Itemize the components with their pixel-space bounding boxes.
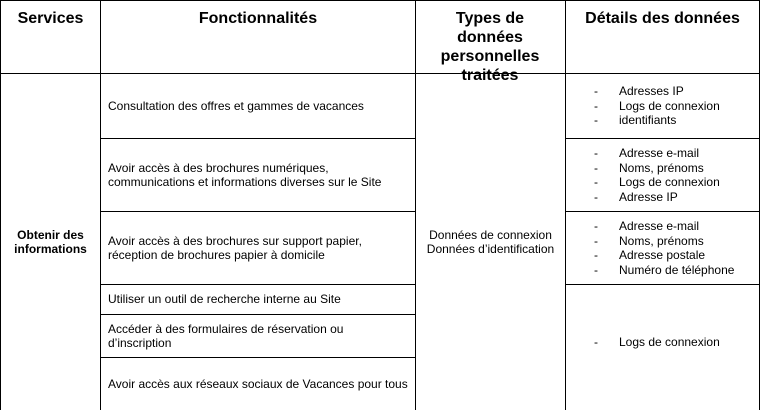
- detail-item: - Adresse e-mail: [594, 219, 700, 233]
- types-cell: [416, 74, 565, 410]
- fonctionnalite-cell: [101, 74, 415, 138]
- header-details: Détails des données: [585, 10, 740, 27]
- detail-item: - identifiants: [594, 113, 677, 128]
- header-fonctionnalites: Fonctionnalités: [198, 10, 318, 27]
- detail-item: - Adresse postale: [594, 248, 706, 262]
- type-label: Données de connexion: [429, 227, 552, 242]
- detail-item: - Adresse IP: [594, 189, 678, 204]
- detail-item: - Adresse e-mail: [594, 146, 700, 160]
- fonctionnalite-label: Accéder à des formulaires de réservation ou d’inscription: [108, 321, 344, 350]
- fonctionnalite-cell: [101, 139, 415, 211]
- fonctionnalite-cell: [101, 212, 415, 284]
- service-label: Obtenir des informations: [14, 227, 87, 256]
- detail-item: - Numéro de téléphone: [594, 262, 735, 277]
- fonctionnalite-label: Utiliser un outil de recherche interne au Site: [108, 292, 341, 307]
- fonctionnalite-cell: [101, 285, 415, 314]
- detail-item: - Adresses IP: [594, 84, 684, 99]
- detail-item: - Noms, prénoms: [594, 233, 704, 248]
- detail-item: - Logs de connexion: [594, 175, 720, 189]
- service-cell: [1, 74, 100, 410]
- fonctionnalite-label: Avoir accès aux réseaux sociaux de Vacances pour tous: [108, 376, 408, 391]
- table-border-top: [0, 0, 760, 1]
- details-cell: [566, 285, 759, 400]
- detail-item: - Logs de connexion: [594, 335, 720, 350]
- fonctionnalite-label: Avoir accès à des brochures sur support papier, réception de brochures papier à domicile: [108, 233, 362, 262]
- fonctionnalite-label: Consultation des offres et gammes de vacances: [108, 98, 364, 113]
- detail-item: - Noms, prénoms: [594, 160, 704, 175]
- details-cell: [566, 74, 759, 138]
- type-label: Données d’identification: [426, 242, 555, 256]
- header-services: Services: [17, 10, 84, 27]
- details-cell: [566, 212, 759, 284]
- fonctionnalite-label: Avoir accès à des brochures numériques, communications et informations diverses sur le Site: [108, 160, 382, 189]
- fonctionnalite-cell: [101, 358, 415, 410]
- header-types: Types de données personnelles traitées: [440, 10, 540, 84]
- detail-item: - Logs de connexion: [594, 98, 720, 113]
- fonctionnalite-cell: [101, 315, 415, 357]
- details-cell: [566, 139, 759, 211]
